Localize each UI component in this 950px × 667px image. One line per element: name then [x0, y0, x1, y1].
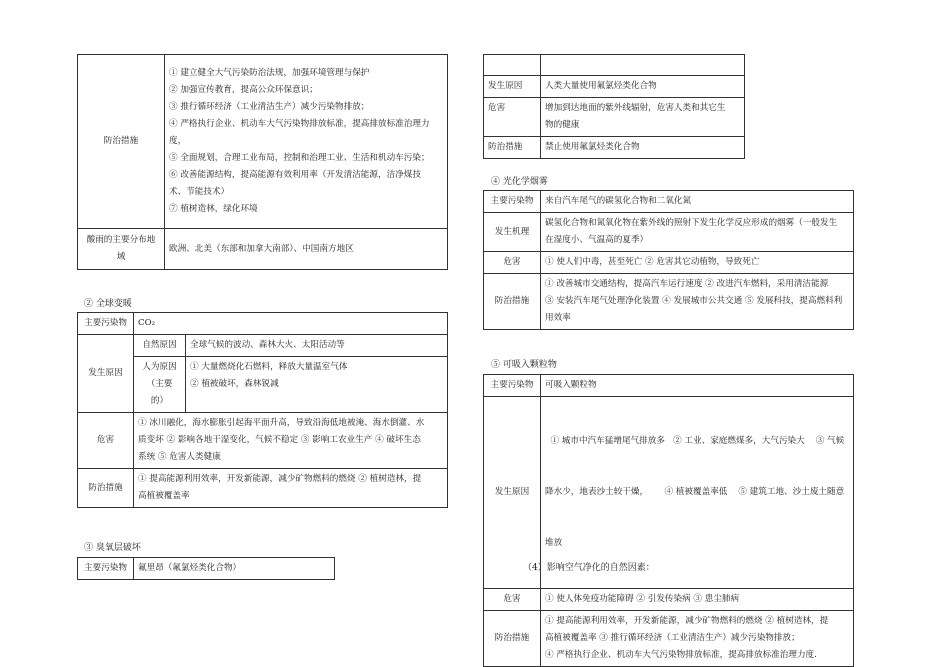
- cause-value: ① 城市中汽车猛增尾气排放多 ② 工业、家庭燃煤多，大气污染大 ③ 气候 降水少，地表沙土较干燥， ④ 植被覆盖率低 ⑤ 建筑工地、沙土废土随意 堆放: [541, 397, 854, 589]
- harm-value: ① 使人体免疫功能障碍 ② 引发传染病 ③ 患尘肺病: [541, 589, 854, 611]
- table-row: [484, 589, 854, 611]
- table-row: [484, 191, 854, 213]
- measures-value: ① 提高能源利用效率，开发新能源，减少矿物燃料的燃烧 ② 植树造林，提 高植被覆盖率: [134, 469, 448, 508]
- mechanism-label: 发生机理: [484, 213, 541, 252]
- ozone-continued-table: [483, 54, 745, 159]
- pollutant-label: 主要污染物: [484, 375, 541, 397]
- distribution-value: 欧洲、北美（东部和加拿大南部）、中国南方地区: [165, 229, 448, 270]
- mechanism-value: 碳氢化合物和氮氧化物在紫外线的照射下发生化学反应形成的烟雾（一般发生 在湿度小、气温高的夏季）: [541, 213, 854, 252]
- harm-label: 危害: [484, 589, 541, 611]
- cause-label: 发生原因: [78, 335, 134, 413]
- acid-rain-table: [77, 54, 448, 270]
- human-cause-label: 人为原因 （主要 的）: [134, 357, 186, 413]
- table-row: [78, 55, 448, 229]
- harm-value: 增加到达地面的紫外线辐射，危害人类和其它生 物的健康: [541, 98, 745, 137]
- table-row: [78, 413, 448, 469]
- measures-label: 防治措施: [78, 55, 165, 229]
- pollutant-value: 来自汽车尾气的碳氢化合物和二氧化氮: [541, 191, 854, 213]
- section-heading: ② 全球变暖: [84, 299, 132, 309]
- measure-line: ① 建立健全大气污染防治法规，加强环境管理与保护: [169, 68, 370, 78]
- table-row: [484, 611, 854, 667]
- table-row: [78, 313, 448, 335]
- natural-cause-label: 自然原因: [134, 335, 186, 357]
- section-heading: ③ 臭氧层破坏: [84, 543, 141, 553]
- pollutant-value: 氟里昂（氟氯烃类化合物）: [134, 558, 335, 580]
- pollutant-label: 主要污染物: [484, 191, 541, 213]
- measures-label: 防治措施: [484, 274, 541, 330]
- pollutant-label: 主要污染物: [78, 313, 134, 335]
- measures-label: 防治措施: [484, 137, 541, 159]
- table-row: [78, 558, 335, 580]
- measures-value: ① 改善城市交通结构，提高汽车运行速度 ② 改进汽车燃料，采用清洁能源 ③ 安装汽车尾气处理净化装置 ④ 发展城市公共交通 ⑤ 发展科技，提高燃料利 用效率: [541, 274, 854, 330]
- table-row: [484, 76, 745, 98]
- harm-value: ① 冰川融化，海水膨胀引起海平面升高，导致沿海低地被淹、海水倒灌、水 质变坏 ② 影响各地干湿变化，气候不稳定 ③ 影响工农业生产 ④ 破坏生态 系统 ⑤ 危害人类健康: [134, 413, 448, 469]
- measure-line: 术、节能技术）: [169, 187, 230, 197]
- table-row: [484, 252, 854, 274]
- table-row: [484, 213, 854, 252]
- table-row: [484, 375, 854, 397]
- harm-label: 危害: [484, 98, 541, 137]
- pollutant-value: CO₂: [134, 313, 448, 335]
- global-warming-table: [77, 312, 448, 508]
- measures-label: 防治措施: [484, 611, 541, 667]
- section-heading: （4）影响空气净化的自然因素：: [523, 563, 655, 573]
- table-row: [484, 55, 745, 76]
- cause-label: 发生原因: [484, 397, 541, 589]
- harm-value: ① 使人们中毒，甚至死亡 ② 危害其它动植物，导致死亡: [541, 252, 854, 274]
- measures-cell: [165, 55, 448, 229]
- section-heading: ④ 光化学烟雾: [491, 177, 548, 187]
- measures-value: ① 提高能源利用效率，开发新能源，减少矿物燃料的燃烧 ② 植树造林，提 高植被覆盖率 ③ 推行循环经济（工业清洁生产）减少污染物排放； ④ 严格执行企业、机动车大气污染物排放标准，提高排放标准治理力度.: [541, 611, 854, 667]
- human-cause-value: ① 大量燃烧化石燃料，释放大量温室气体 ② 植被破坏，森林锐减: [186, 357, 448, 413]
- ozone-table: [77, 557, 335, 580]
- particulates-table: [483, 374, 854, 667]
- table-row: [78, 229, 448, 270]
- cause-value: 人类大量使用氟氯烃类化合物: [541, 76, 745, 98]
- table-row: [78, 357, 448, 413]
- measure-line: ④ 严格执行企业、机动车大气污染物排放标准，提高排放标准治理力: [169, 119, 430, 129]
- section-heading: ⑤ 可吸入颗粒物: [491, 360, 557, 370]
- pollutant-label: 主要污染物: [78, 558, 134, 580]
- table-row: [78, 335, 448, 357]
- measure-line: 度，: [169, 136, 187, 146]
- pollutant-value: 可吸入颗粒物: [541, 375, 854, 397]
- measure-line: ③ 推行循环经济（工业清洁生产）减少污染物排放；: [169, 102, 370, 112]
- natural-cause-value: 全球气候的波动、森林大火、太阳活动等: [186, 335, 448, 357]
- cause-label: 发生原因: [484, 76, 541, 98]
- table-row: [484, 137, 745, 159]
- measures-value: 禁止使用氟氯烃类化合物: [541, 137, 745, 159]
- harm-label: 危害: [484, 252, 541, 274]
- measure-line: ⑥ 改善能源结构，提高能源有效利用率（开发清洁能源，洁净煤技: [169, 170, 421, 180]
- table-row: [484, 98, 745, 137]
- harm-label: 危害: [78, 413, 134, 469]
- measure-line: ⑦ 植树造林，绿化环境: [169, 204, 258, 214]
- table-row: [78, 469, 448, 508]
- smog-table: [483, 190, 854, 330]
- measure-line: ⑤ 全面规划，合理工业布局，控制和治理工业、生活和机动车污染；: [169, 153, 430, 163]
- measures-label: 防治措施: [78, 469, 134, 508]
- distribution-label: 酸雨的主要分布地 域: [78, 229, 165, 270]
- table-row: [484, 274, 854, 330]
- measure-line: ② 加强宣传教育，提高公众环保意识；: [169, 85, 318, 95]
